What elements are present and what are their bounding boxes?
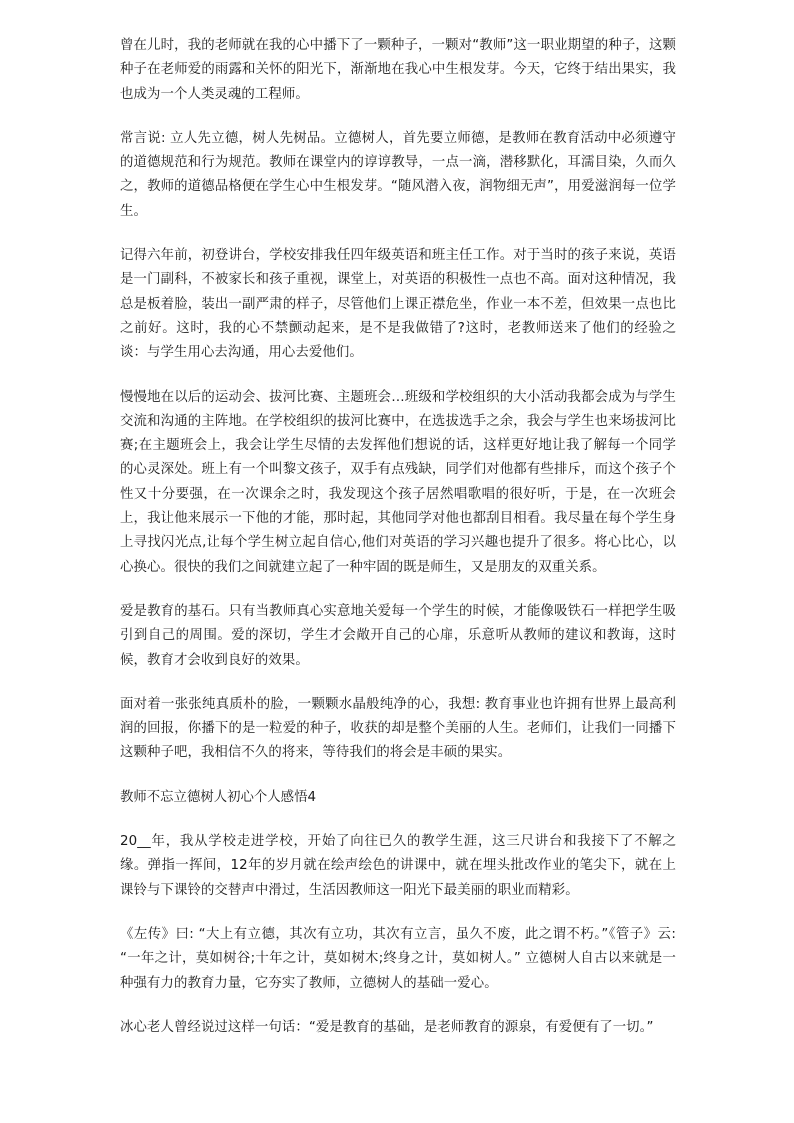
- paragraph-2: 常言说: 立人先立德，树人先树品。立德树人，首先要立师德，是教师在教育活动中必须遵守的道德规范和行为规范。教师在课堂内的谆谆教导，一点一滴，潜移默化，耳濡目染，久而久之，教师的道德品格便在学生心中生根发芽。“随风潜入夜，润物细无声”，用爱滋润每一位学生。: [120, 130, 676, 219]
- paragraph-3: 记得六年前，初登讲台，学校安排我任四年级英语和班主任工作。对于当时的孩子来说，英语是一门副科，不被家长和孩子重视，课堂上，对英语的积极性一点也不高。面对这种情况，我总是板着脸，装出一副严肃的样子，尽管他们上课正襟危坐，作业一本不差，但效果一点也比之前好。这时，我的心不禁颤动起来，是不是我做错了?这时，老教师送来了他们的经验之谈：与学生用心去沟通，用心去爱他们。: [120, 248, 676, 361]
- paragraph-4: 慢慢地在以后的运动会、拔河比赛、主题班会…班级和学校组织的大小活动我都会成为与学生交流和沟通的主阵地。在学校组织的拔河比赛中，在选拔选手之余，我会与学生也来场拔河比赛;在主题班会上，我会让学生尽情的去发挥他们想说的话，这样更好地让我了解每一个同学的心灵深处。班上有一个叫黎文孩子，双手有点残缺，同学们对他都有些排斥，而这个孩子个性又十分要强，在一次课余之时，我发现这个孩子居然唱歌唱的很好听，于是，在一次班会上，我让他来展示一下他的才能，那时起，其他同学对他也都刮目相看。我尽量在每个学生身上寻找闪光点,让每个学生树立起自信心,他们对英语的学习兴趣也提升了很多。将心比心，以心换心。很快的我们之间就建立起了一种牢固的既是师生，又是朋友的双重关系。: [120, 389, 676, 575]
- section-heading: 教师不忘立德树人初心个人感悟4: [120, 789, 316, 805]
- paragraph-6: 面对着一张张纯真质朴的脸，一颗颗水晶般纯净的心，我想: 教育事业也许拥有世界上最高利润的回报，你播下的是一粒爱的种子，收获的却是整个美丽的人生。老师们，让我们一同播下这颗种子吧，我相信不久的将来，等待我们的将会是丰硕的果实。: [120, 696, 676, 761]
- paragraph-1: 曾在儿时，我的老师就在我的心中播下了一颗种子，一颗对“教师”这一职业期望的种子，这颗种子在老师爱的雨露和关怀的阳光下，渐渐地在我心中生根发芽。今天，它终于结出果实，我也成为一个人类灵魂的工程师。: [120, 38, 676, 102]
- paragraph-5: 爱是教育的基石。只有当教师真心实意地关爱每一个学生的时候，才能像吸铁石一样把学生吸引到自己的周围。爱的深切，学生才会敞开自己的心扉，乐意听从教师的建议和教诲，这时候，教育才会收到良好的效果。: [120, 603, 676, 668]
- paragraph-8: 《左传》曰: “大上有立德，其次有立功，其次有立言，虽久不废，此之谓不朽。”《管子》云: “一年之计，莫如树谷;十年之计，莫如树木;终身之计，莫如树人。” 立德树人自古以来就是一种强有力的教育力量，它夯实了教师，立德树人的基础一爱心。: [120, 926, 676, 991]
- paragraph-9: 冰心老人曾经说过这样一句话：“爱是教育的基础，是老师教育的源泉，有爱便有了一切。”: [120, 1019, 654, 1035]
- document-page: [120, 34, 676, 1060]
- paragraph-7: 20__年，我从学校走进学校，开始了向往已久的教学生涯，这三尺讲台和我接下了不解之缘。弹指一挥间，12年的岁月就在绘声绘色的讲课中，就在埋头批改作业的笔尖下，就在上课铃与下课铃的交替声中滑过，生活因教师这一阳光下最美丽的职业而精彩。: [120, 834, 676, 898]
